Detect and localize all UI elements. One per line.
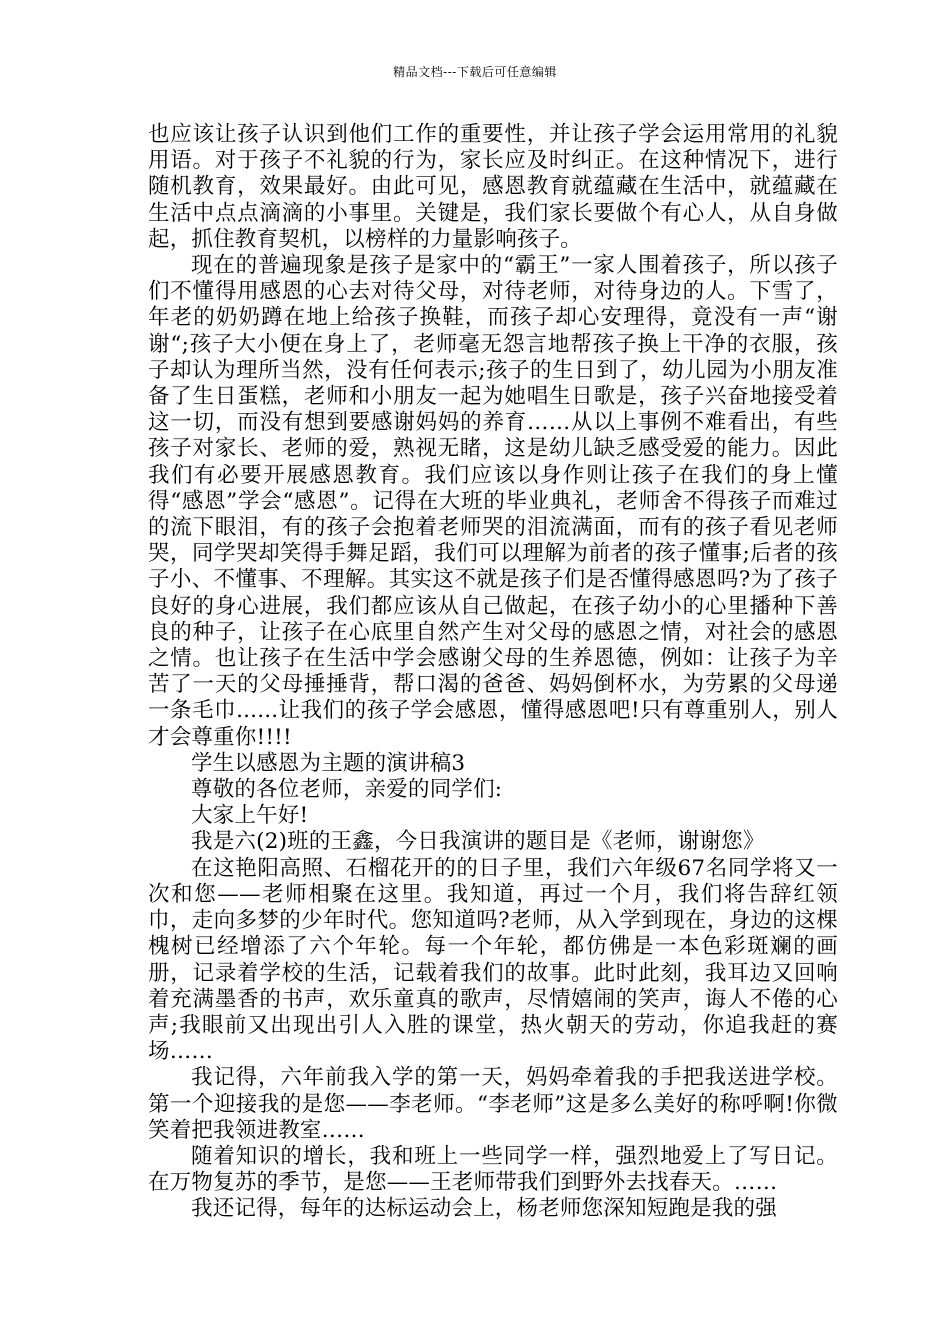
speaker-intro: 我是六(2)班的王鑫，今日我演讲的题目是《老师，谢谢您》 [191,829,765,855]
greeting: 大家上午好! [191,803,309,829]
page-header: 精品文档---下载后可任意编辑 [393,65,557,79]
speech-title: 学生以感恩为主题的演讲稿3 [191,750,466,776]
document-body [148,122,838,1223]
salutation: 尊敬的各位老师，亲爱的同学们: [191,777,503,803]
paragraph-9: 随着知识的增长，我和班上一些同学一样，强烈地爱上了写日记。在万物复苏的季节，是您——王老师带我们到野外去找春天。…… [148,1143,838,1196]
paragraph-1: 也应该让孩子认识到他们工作的重要性，并让孩子学会运用常用的礼貌用语。对于孩子不礼貌的行为，家长应及时纠正。在这种情况下，进行随机教育，效果最好。由此可见，感恩教育就蕴藏在生活中，就蕴藏在生活中点点滴滴的小事里。关键是，我们家长要做个有心人，从自身做起，抓住教育契机，以榜样的力量影响孩子。 [148,122,838,252]
paragraph-8: 我记得，六年前我入学的第一天，妈妈牵着我的手把我送进学校。第一个迎接我的是您——李老师。“李老师”这是多么美好的称呼啊!你微笑着把我领进教室…… [148,1065,838,1143]
paragraph-10: 我还记得，每年的达标运动会上，杨老师您深知短跑是我的强 [191,1196,777,1222]
paragraph-2: 现在的普遍现象是孩子是家中的“霸王”一家人围着孩子，所以孩子们不懂得用感恩的心去对待父母，对待老师，对待身边的人。下雪了，年老的奶奶蹲在地上给孩子换鞋，而孩子却心安理得，竟没有一声“谢谢“;孩子大小便在身上了，老师毫无怨言地帮孩子换上干净的衣服，孩子却认为理所当然，没有任何表示;孩子的生日到了，幼儿园为小朋友准备了生日蛋糕，老师和小朋友一起为她唱生日歌是，孩子兴奋地接受着这一切，而没有想到要感谢妈妈的养育……从以上事例不难看出，有些孩子对家长、老师的爱，熟视无睹，这是幼儿缺乏感受爱的能力。因此我们有必要开展感恩教育。我们应该以身作则让孩子在我们的身上懂得“感恩”学会“感恩”。记得在大班的毕业典礼，老师舍不得孩子而难过的流下眼泪，有的孩子会抱着老师哭的泪流满面，而有的孩子看见老师哭，同学哭却笑得手舞足蹈，我们可以理解为前者的孩子懂事;后者的孩子小、不懂事、不理解。其实这不就是孩子们是否懂得感恩吗?为了孩子良好的身心进展，我们都应该从自己做起，在孩子幼小的心里播种下善良的种子，让孩子在心底里自然产生对父母的感恩之情，对社会的感恩之情。也让孩子在生活中学会感谢父母的生养恩德，例如：让孩子为辛苦了一天的父母捶捶背，帮口渴的爸爸、妈妈倒杯水，为劳累的父母递一条毛巾......让我们的孩子学会感恩，懂得感恩吧!只有尊重别人，别人才会尊重你!!!! [148,253,838,750]
paragraph-7: 在这艳阳高照、石榴花开的的日子里，我们六年级67名同学将又一次和您——老师相聚在这里。我知道，再过一个月，我们将告辞红领巾，走向多梦的少年时代。您知道吗?老师，从入学到现在，身边的这棵槐树已经增添了六个年轮。每一个年轮，都仿佛是一本色彩斑斓的画册，记录着学校的生活，记载着我们的故事。此时此刻，我耳边又回响着充满墨香的书声，欢乐童真的歌声，尽情嬉闹的笑声，诲人不倦的心声;我眼前又出现出引人入胜的课堂，热火朝天的劳动，你追我赶的赛场…… [148,855,838,1065]
